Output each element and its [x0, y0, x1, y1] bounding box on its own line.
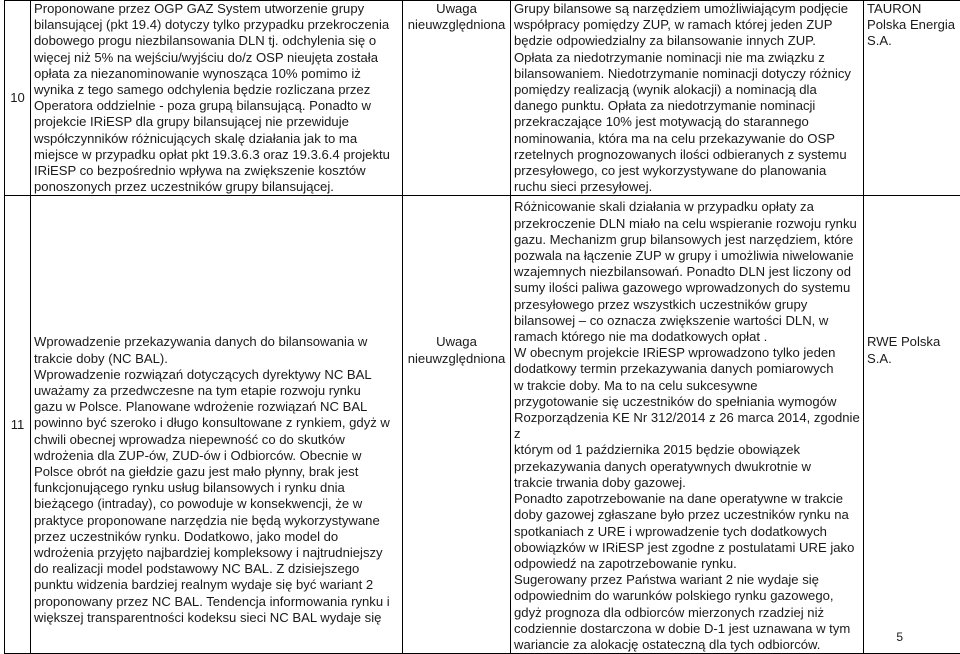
- status-cell: [403, 196, 511, 654]
- organization-cell: [864, 1, 960, 196]
- status-text: Uwaga nieuwzględniona: [406, 334, 507, 366]
- table-row: [5, 196, 960, 654]
- response-intro-text: Różnicowanie skali działania w przypadku opłaty za przekroczenie DLN miało na celu wspieranie rozwoju rynku gazu. Mechanizm grup bilansowych jest narzędziem, które pozwala na łączenie ZUP w grupy i umożliwia niwelowanie wzajemnych niezbilansowań. Ponadto DLN jest liczony od sumy ilości paliwa gazowego wprowadzonych do systemu przesyłowego przez wszystkich uczestników grupy bilansowej – co oznacza zwiększenie wartości DLN, w ramach którego nie ma dodatkowych opłat .: [514, 199, 860, 345]
- page-number: 5: [896, 630, 903, 644]
- response-text: W obecnym projekcie IRiESP wprowadzono tylko jeden dodatkowy termin przekazywania danych pomiarowych w trakcie doby. Ma to na celu sukcesywne przygotowanie się uczestników do spełniania wymogów Rozporządzenia KE Nr 312/2014 z 26 marca 2014, zgodnie z którym od 1 października 2015 będzie obowiązek przekazywania danych operatywnych dwukrotnie w trakcie trwania doby gazowej. Ponadto zapotrzebowanie na dane operatywne w trakcie doby gazowej zgłaszane było przez uczestników rynku na spotkaniach z URE i wprowadzenie tych dodatkowych obowiązków w IRiESP jest zgodne z postulatami URE jako odpowiedź na zapotrzebowanie rynku. Sugerowany przez Państwa wariant 2 nie wydaje się odpowiednim do warunków polskiego rynku gazowego, gdyż prognoza dla odbiorców mierzonych rzadziej niż codziennie dostarczona w dobie D-1 jest uznawana w tym wariancie za alokację ostateczną dla tych odbiorców.: [514, 345, 860, 653]
- response-text: Grupy bilansowe są narzędziem umożliwiającym podjęcie współpracy pomiędzy ZUP, w ramach której jeden ZUP będzie odpowiedzialny za bilansowanie innych ZUP. Opłata za niedotrzymanie nominacji nie ma związku z bilansowaniem. Niedotrzymanie nominacji dotyczy różnicy pomiędzy realizacją (wynik alokacji) a nominacją dla danego punktu. Opłata za niedotrzymanie nominacji przekraczające 10% jest motywacją do starannego nominowania, która ma na celu przekazywanie do OSP rzetelnych prognozowanych ilości odbieranych z systemu przesyłowego, co jest wykorzystywane do planowania ruchu sieci przesyłowej.: [514, 1, 860, 195]
- row-number: 10: [5, 1, 31, 196]
- organization-text: RWE Polska S.A.: [867, 334, 957, 366]
- status-cell: [403, 1, 511, 196]
- status-text: Uwaga nieuwzględniona: [406, 1, 507, 33]
- organization-cell: [864, 196, 960, 654]
- organization-text: TAURON Polska Energia S.A.: [867, 1, 957, 50]
- comment-text: Wprowadzenie przekazywania danych do bilansowania w trakcie doby (NC BAL). Wprowadzenie rozwiązań dotyczących dyrektywy NC BAL uważamy za przedwczesne na tym etapie rozwoju rynku gazu w Polsce. Planowane wdrożenie rozwiązań NC BAL powinno być szeroko i długo konsultowane z rynkiem, gdyż w chwili obecnej wprowadza niepewność co do skutków wdrożenia dla ZUP-ów, ZUD-ów i Odbiorców. Obecnie w Polsce obrót na giełdzie gazu jest mało płynny, brak jest funkcjonującego rynku usług bilansowych i rynku dnia bieżącego (intraday), co powoduje w konsekwencji, że w praktyce proponowane narzędzia nie będą wykorzystywane przez uczestników rynku. Dodatkowo, jako model do wdrożenia przyjęto najbardziej kompleksowy i najtrudniejszy do realizacji model podstawowy NC BAL. Z dzisiejszego punktu widzenia bardziej realnym wydaje się być wariant 2 proponowany przez NC BAL. Tendencja informowania rynku i większej transparentności kodeksu sieci NC BAL wydaje się: [34, 334, 399, 626]
- row-number: 11: [5, 196, 31, 654]
- comment-cell: [31, 196, 403, 654]
- comment-cell: [31, 1, 403, 196]
- comments-table: [4, 0, 960, 654]
- response-cell: [511, 196, 864, 654]
- comment-text: Proponowane przez OGP GAZ System utworzenie grupy bilansującej (pkt 19.4) dotyczy tylko przypadku przekroczenia dobowego progu niezbilansowania DLN tj. odchylenia się o więcej niż 5% na wejściu/wyjściu do/z OSP nieujęta została opłata za niezanominowanie wynosząca 10% pomimo iż wynika z tego samego odchylenia będzie rozliczana przez Operatora oddzielnie - poza grupą bilansującą. Ponadto w projekcie IRiESP dla grupy bilansującej nie przewiduje współczynników różnicujących skalę działania jak to ma miejsce w przypadku opłat pkt 19.3.6.3 oraz 19.3.6.4 projektu IRiESP co bezpośrednio wpływa na zwiększenie kosztów ponoszonych przez uczestników grupy bilansującej.: [34, 1, 399, 195]
- response-cell: [511, 1, 864, 196]
- table-row: [5, 1, 960, 196]
